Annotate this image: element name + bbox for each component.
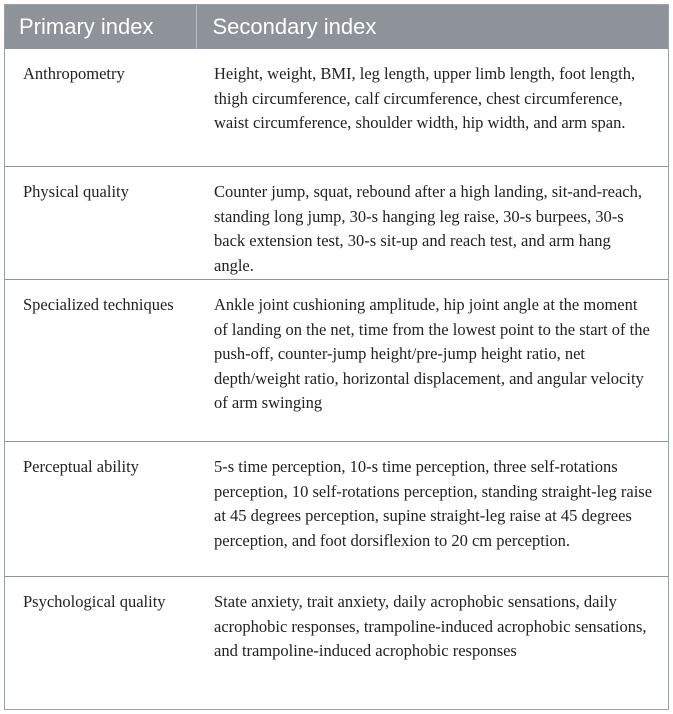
header-primary-index: Primary index (5, 5, 196, 49)
table-row (5, 577, 668, 712)
primary-index-cell: Specialized techniques (5, 280, 196, 442)
primary-index-cell: Psychological quality (5, 577, 196, 712)
index-table-grid (5, 5, 668, 712)
primary-index-cell: Perceptual ability (5, 442, 196, 577)
index-table (4, 4, 669, 710)
header-row (5, 5, 668, 49)
header-secondary-index: Secondary index (196, 5, 668, 49)
primary-index-cell: Anthropometry (5, 49, 196, 167)
secondary-index-cell: Ankle joint cushioning amplitude, hip joint angle at the moment of landing on the net, time from the lowest point to the start of the push-off, counter-jump height/pre-jump height ratio, net depth/weight ratio, horizontal displacement, and angular velocity of arm swinging (196, 280, 668, 442)
table-header (5, 5, 668, 49)
primary-index-cell: Physical quality (5, 167, 196, 280)
secondary-index-cell: 5-s time perception, 10-s time perception, three self-rotations perception, 10 self-rotations perception, standing straight-leg raise at 45 degrees perception, supine straight-leg raise at 45 degrees perception, and foot dorsiflexion to 20 cm perception. (196, 442, 668, 577)
secondary-index-cell: Height, weight, BMI, leg length, upper limb length, foot length, thigh circumference, calf circumference, chest circumference, waist circumference, shoulder width, hip width, and arm span. (196, 49, 668, 167)
table-row (5, 49, 668, 167)
table-row (5, 280, 668, 442)
table-row (5, 442, 668, 577)
table-body (5, 49, 668, 712)
table-row (5, 167, 668, 280)
secondary-index-cell: Counter jump, squat, rebound after a high landing, sit-and-reach, standing long jump, 30-s hanging leg raise, 30-s burpees, 30-s back extension test, 30-s sit-up and reach test, and arm hang angle. (196, 167, 668, 280)
secondary-index-cell: State anxiety, trait anxiety, daily acrophobic sensations, daily acrophobic responses, trampoline-induced acrophobic sensations, and trampoline-induced acrophobic responses (196, 577, 668, 712)
